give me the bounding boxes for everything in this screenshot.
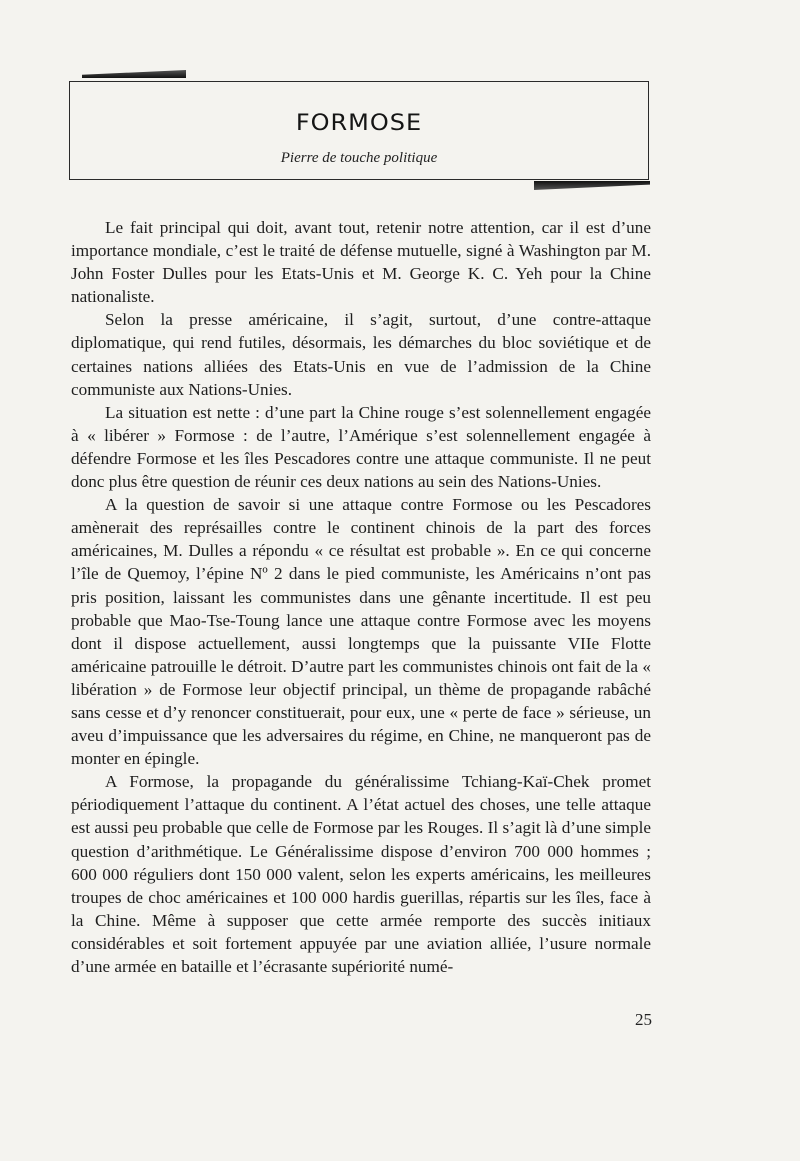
decorative-bar-bottom bbox=[534, 181, 650, 190]
article-subtitle: Pierre de touche politique bbox=[280, 150, 438, 166]
article-body bbox=[71, 216, 651, 978]
paragraph-2: Selon la presse américaine, il s’agit, surtout, d’une contre-attaque diplomatique, qui rend futiles, désormais, les démarches du bloc soviétique et de certaines nations alliées des Etats-Unis en vue de l’admission de la Chine communiste aux Nations-Unies. bbox=[71, 310, 651, 399]
paragraph-5: A Formose, la propagande du généralissime Tchiang-Kaï-Chek promet périodiquement l’attaque du continent. A l’état actuel des choses, une telle attaque est aussi peu probable que celle de Formose par les Rouges. Il s’agit là d’une simple question d’arithmétique. Le Généralissime dispose d’environ 700 000 hommes ; 600 000 réguliers dont 150 000 valent, selon les experts américains, les meilleures troupes de choc américaines et 100 000 hardis guerillas, répartis sur les îles, face à la Chine. Même à supposer que cette armée remporte des succès initiaux considérables et soit fortement appuyée par une aviation alliée, l’usure normale d’une armée en bataille et l’écrasante supériorité numé- bbox=[71, 772, 651, 976]
decorative-bar-top bbox=[82, 70, 186, 78]
article-title: formose bbox=[295, 101, 423, 139]
page-number: 25 bbox=[635, 1010, 652, 1029]
paragraph-1: Le fait principal qui doit, avant tout, retenir notre attention, car il est d’une importance mondiale, c’est le traité de défense mutuelle, signé à Washington par M. John Foster Dulles pour les Etats-Unis et M. George K. C. Yeh pour la Chine nationaliste. bbox=[71, 218, 651, 307]
paragraph-4: A la question de savoir si une attaque contre Formose ou les Pescadores amènerait des représailles contre le continent chinois de la part des forces américaines, M. Dulles a répondu « ce résultat est probable ». En ce qui concerne l’île de Quemoy, l’épine Nº 2 dans le pied communiste, les Américains n’ont pas pris position, laissant les communistes dans une gênante incertitude. Il est peu probable que Mao-Tse-Toung lance une attaque contre Formose avec les moyens dont il dispose actuellement, aussi longtemps que la puissante VIIe Flotte américaine patrouille le détroit. D’autre part les communistes chinois ont fait de la « libération » de Formose leur objectif principal, un thème de propagande rabâché sans cesse et d’y renoncer constituerait, pour eux, une « perte de face » sérieuse, un aveu d’impuissance que les adversaires du régime, en Chine, ne manqueront pas de monter en épingle. bbox=[71, 495, 651, 769]
title-box bbox=[69, 81, 649, 180]
paragraph-3: La situation est nette : d’une part la Chine rouge s’est solennellement engagée à « libérer » Formose : de l’autre, l’Amérique s’est solennellement engagée à défendre Formose et les îles Pescadores contre une attaque communiste. Il ne peut donc plus être question de réunir ces deux nations au sein des Nations-Unies. bbox=[71, 402, 651, 492]
